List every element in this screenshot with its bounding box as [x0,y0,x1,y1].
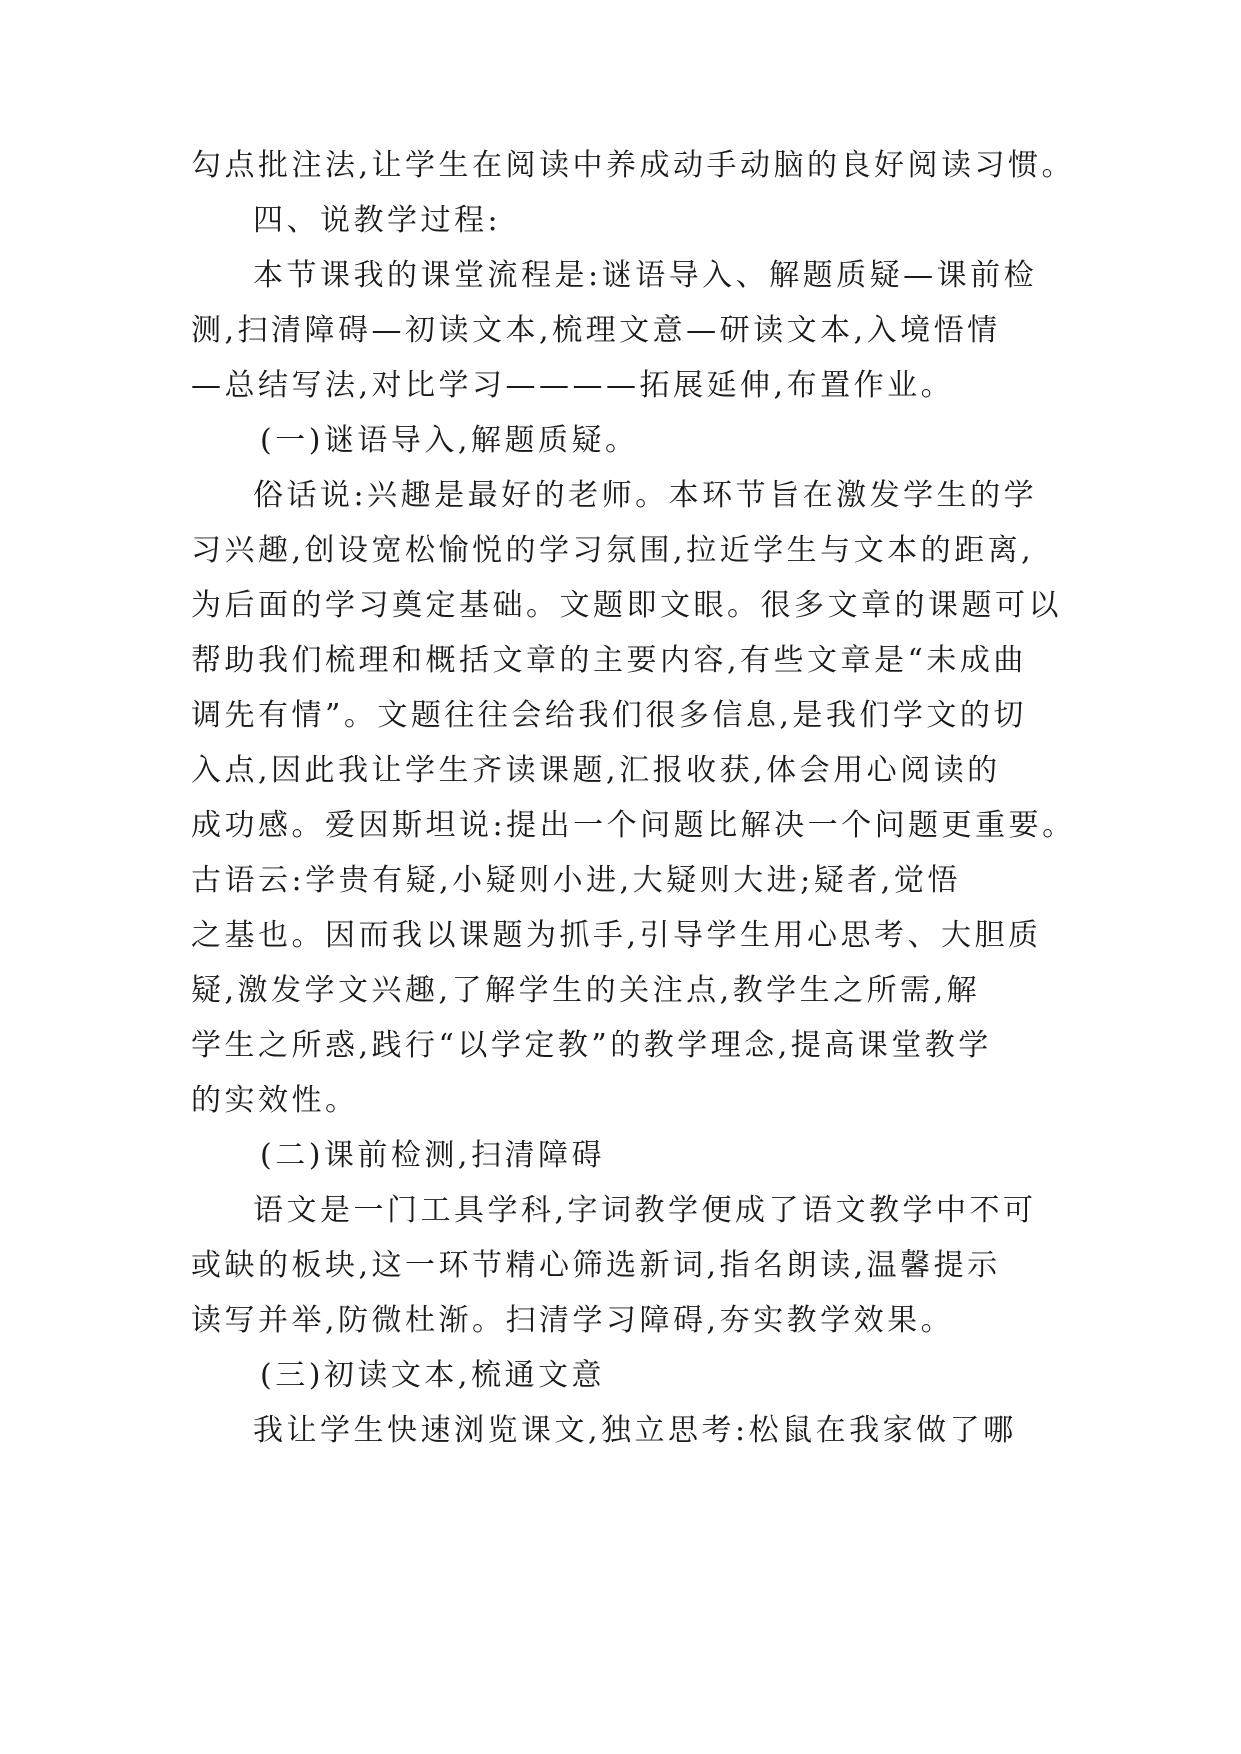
text-line: 入点,因此我让学生齐读课题,汇报收获,体会用心阅读的 [191,753,1001,788]
text-line: 古语云:学贵有疑,小疑则小进,大疑则大进;疑者,觉悟 [191,863,961,898]
subsection-heading: (二)课前检测,扫清障碍 [260,1138,605,1173]
text-line: 或缺的板块,这一环节精心筛选新词,指名朗读,温馨提示 [191,1248,1001,1283]
text-line: 测,扫清障碍—初读文本,梳理文意—研读文本,入境悟情 [191,313,1001,348]
text-line: 为后面的学习奠定基础。文题即文眼。很多文章的课题可以 [191,588,1062,623]
paragraph-start: 语文是一门工具学科,字词教学便成了语文教学中不可 [253,1193,1037,1228]
text-line: 帮助我们梳理和概括文章的主要内容,有些文章是“未成曲 [191,643,1027,678]
text-line: 的实效性。 [191,1083,359,1118]
text-line: —总结写法,对比学习————拓展延伸,布置作业。 [191,368,955,403]
paragraph-start: 本节课我的课堂流程是:谜语导入、解题质疑—课前检 [253,258,1038,293]
paragraph-start: 我让学生快速浏览课文,独立思考:松鼠在我家做了哪 [253,1413,1017,1448]
text-line: 勾点批注法,让学生在阅读中养成动手动脑的良好阅读习惯。 [191,148,1076,183]
subsection-heading: (三)初读文本,梳通文意 [260,1358,605,1393]
section-heading: 四、说教学过程: [253,203,502,238]
subsection-heading: (一)谜语导入,解题质疑。 [260,423,639,458]
text-line: 之基也。因而我以课题为抓手,引导学生用心思考、大胆质 [191,918,1042,953]
text-line: 读写并举,防微杜渐。扫清学习障碍,夯实教学效果。 [191,1303,955,1338]
text-line: 调先有情”。文题往往会给我们很多信息,是我们学文的切 [191,698,1027,733]
text-line: 学生之所惑,践行“以学定教”的教学理念,提高课堂教学 [191,1028,992,1063]
text-line: 疑,激发学文兴趣,了解学生的关注点,教学生之所需,解 [191,973,981,1008]
text-line: 成功感。爱因斯坦说:提出一个问题比解决一个问题更重要。 [191,808,1076,843]
text-line: 习兴趣,创设宽松愉悦的学习氛围,拉近学生与文本的距离, [191,533,1035,568]
paragraph-start: 俗话说:兴趣是最好的老师。本环节旨在激发学生的学 [253,478,1038,513]
